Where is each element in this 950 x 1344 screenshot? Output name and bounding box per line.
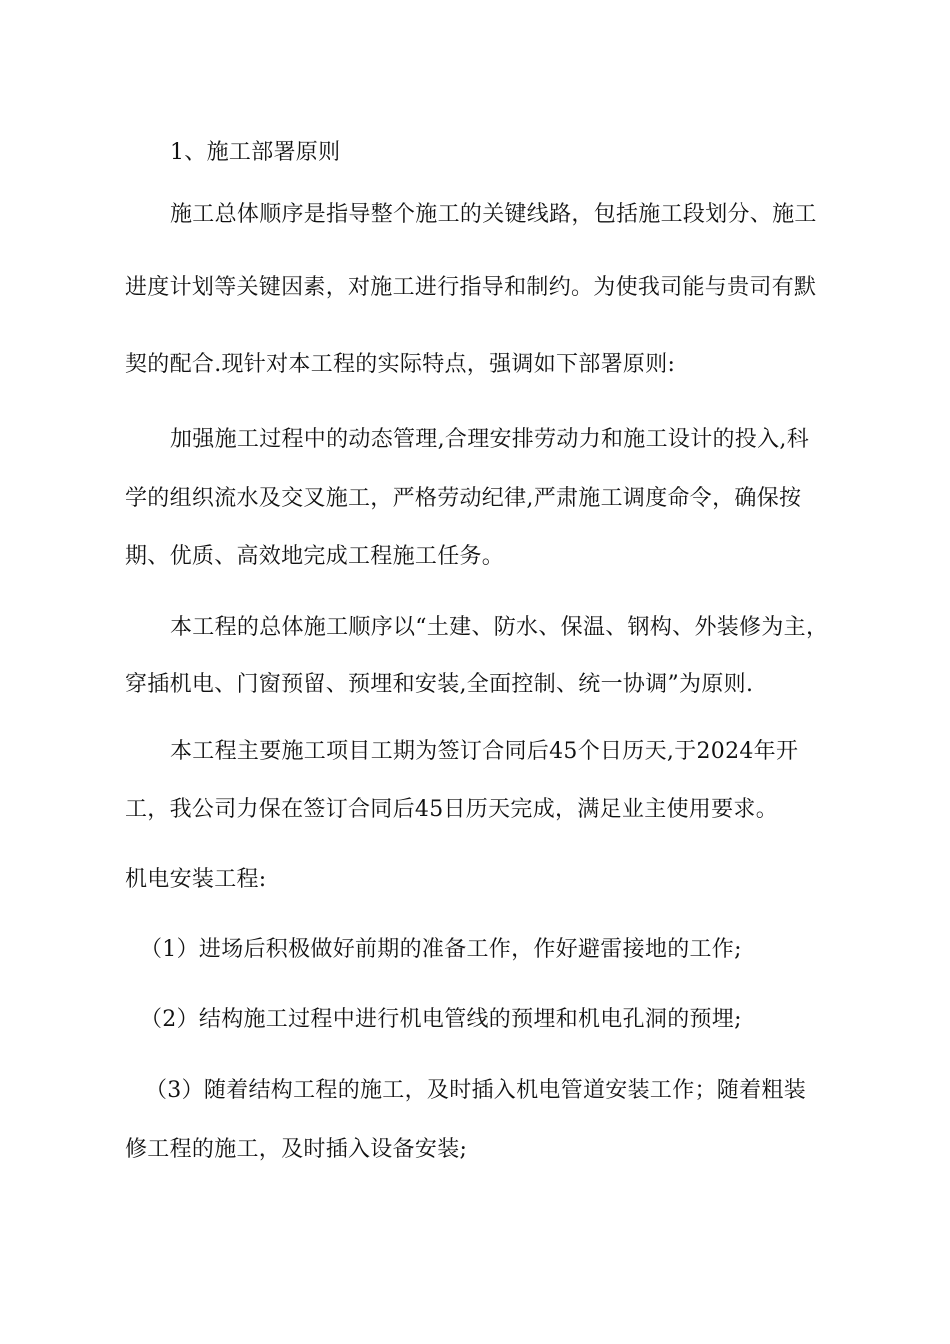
paragraph1-line2: 进度计划等关键因素，对施工进行指导和制约。为使我司能与贵司有默 [125,275,817,300]
list-item-1: （1）进场后积极做好前期的准备工作，作好避雷接地的工作; [140,937,742,962]
paragraph4-line1: 本工程主要施工项目工期为签订合同后45个日历天,于2024年开 [170,739,799,764]
paragraph1-line1: 施工总体顺序是指导整个施工的关键线路，包括施工段划分、施工 [170,202,817,227]
list-item-3-line1: （3）随着结构工程的施工，及时插入机电管道安装工作；随着粗装 [145,1078,806,1103]
paragraph4-line2: 工，我公司力保在签订合同后45日历天完成，满足业主使用要求。 [125,797,778,822]
paragraph2-line3: 期、优质、高效地完成工程施工任务。 [125,544,505,569]
section-heading: 1、施工部署原则 [170,140,341,165]
paragraph3-line2: 穿插机电、门窗预留、预埋和安装,全面控制、统一协调”为原则. [125,672,754,697]
paragraph2-line1: 加强施工过程中的动态管理,合理安排劳动力和施工设计的投入,科 [170,427,809,452]
paragraph1-line3: 契的配合.现针对本工程的实际特点，强调如下部署原则: [125,352,676,377]
section-title: 机电安装工程: [125,867,267,892]
paragraph3-line1: 本工程的总体施工顺序以“土建、防水、保温、钢构、外装修为主， [170,615,829,640]
paragraph2-line2: 学的组织流水及交叉施工，严格劳动纪律,严肃施工调度命令，确保按 [125,486,802,511]
list-item-2: （2）结构施工过程中进行机电管线的预埋和机电孔洞的预埋; [140,1007,742,1032]
list-item-3-line2: 修工程的施工，及时插入设备安装; [125,1137,468,1162]
